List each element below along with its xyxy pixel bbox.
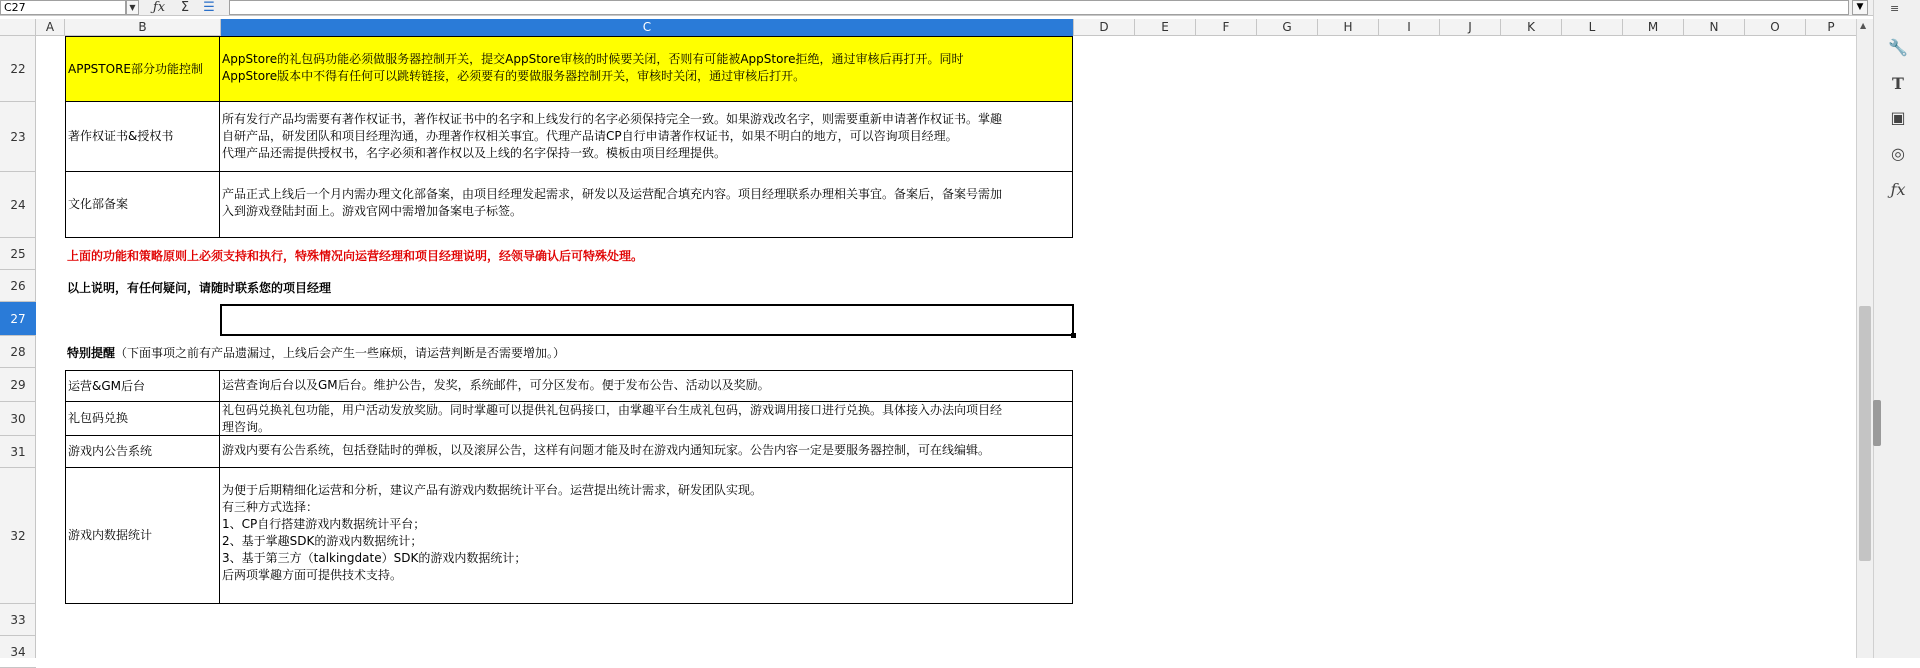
fill-handle[interactable] bbox=[1071, 333, 1076, 338]
row-header-27[interactable]: 27 bbox=[0, 302, 36, 336]
column-header-a[interactable]: A bbox=[36, 19, 65, 36]
row-header-26[interactable]: 26 bbox=[0, 270, 36, 302]
row-header-29[interactable]: 29 bbox=[0, 368, 36, 402]
name-box-dropdown-icon[interactable]: ▼ bbox=[126, 0, 139, 15]
column-header-b[interactable]: B bbox=[65, 19, 221, 36]
formula-icon[interactable]: ☰ bbox=[203, 0, 215, 15]
column-header-i[interactable]: I bbox=[1379, 19, 1440, 36]
spreadsheet-grid bbox=[36, 36, 1856, 658]
cell-b26-note[interactable]: 以上说明，有任何疑问，请随时联系您的项目经理 bbox=[67, 281, 332, 295]
navigator-icon[interactable]: ◎ bbox=[1891, 144, 1905, 163]
row-header-30[interactable]: 30 bbox=[0, 402, 36, 436]
row-header-bar bbox=[0, 36, 36, 658]
row-header-28[interactable]: 28 bbox=[0, 336, 36, 368]
vertical-scrollbar-thumb[interactable] bbox=[1859, 306, 1871, 561]
cell-b28-note[interactable] bbox=[67, 345, 1067, 363]
column-header-m[interactable]: M bbox=[1623, 19, 1684, 36]
row-header-31[interactable]: 31 bbox=[0, 436, 36, 468]
column-header-p[interactable]: P bbox=[1827, 20, 1835, 34]
special-reminder-text: （下面事项之前有产品遗漏过，上线后会产生一些麻烦，请运营判断是否需要增加。） bbox=[115, 346, 566, 360]
column-header-f[interactable]: F bbox=[1196, 19, 1257, 36]
column-header-d[interactable]: D bbox=[1074, 19, 1135, 36]
column-header-h[interactable]: H bbox=[1318, 19, 1379, 36]
cell-b29[interactable]: 运营&GM后台 bbox=[65, 370, 220, 402]
row-header-34[interactable]: 34 bbox=[0, 636, 36, 668]
column-header-o[interactable]: O bbox=[1745, 19, 1806, 36]
cell-b23[interactable]: 著作权证书&授权书 bbox=[65, 102, 220, 172]
cell-b22[interactable]: APPSTORE部分功能控制 bbox=[65, 36, 220, 102]
column-header-g[interactable]: G bbox=[1257, 19, 1318, 36]
cell-c24[interactable]: 产品正式上线后一个月内需办理文化部备案，由项目经理发起需求，研发以及运营配合填充内容。项目经理联系办理相关事宜。备案后，备案号需加 入到游戏登陆封面上。游戏官网中需增加备案电子标签。 bbox=[220, 172, 1073, 238]
functions-icon[interactable]: ƒx bbox=[1890, 180, 1906, 199]
select-all-corner[interactable] bbox=[0, 19, 36, 36]
vertical-scrollbar[interactable] bbox=[1856, 19, 1873, 658]
cell-c27-selected[interactable] bbox=[220, 304, 1074, 336]
column-header-c[interactable]: C bbox=[221, 19, 1074, 36]
row-header-32[interactable]: 32 bbox=[0, 468, 36, 604]
cell-c23[interactable]: 所有发行产品均需要有著作权证书，著作权证书中的名字和上线发行的名字必须保持完全一致。如果游戏改名字，则需要重新申请著作权证书。掌趣 自研产品，研发团队和项目经理沟通，办理著作权相关事宜。代理产品请CP自行申请著作权证书，如果不明白的地方，可以咨询项目经理。 代理产品还需提供授权书，名字必须和著作权以及上线的名字保持一致。模板由项目经理提供。 bbox=[220, 102, 1073, 172]
row-header-23[interactable]: 23 bbox=[0, 102, 36, 172]
properties-icon[interactable]: 🔧 bbox=[1888, 38, 1908, 57]
cell-b25-note[interactable]: 上面的功能和策略原则上必须支持和执行，特殊情况向运营经理和项目经理说明，经领导确认后可特殊处理。 bbox=[67, 249, 644, 263]
cell-c29[interactable]: 运营查询后台以及GM后台。维护公告，发奖，系统邮件，可分区发布。便于发布公告、活动以及奖励。 bbox=[220, 370, 1073, 402]
column-header-bar bbox=[0, 19, 1856, 36]
column-header-n[interactable]: N bbox=[1684, 19, 1745, 36]
cell-c30[interactable]: 礼包码兑换礼包功能，用户活动发放奖励。同时掌趣可以提供礼包码接口，由掌趣平台生成礼包码，游戏调用接口进行兑换。具体接入办法向项目经 理咨询。 bbox=[220, 402, 1073, 436]
styles-icon[interactable]: T bbox=[1892, 74, 1904, 93]
scroll-up-icon[interactable]: ▲ bbox=[1860, 21, 1867, 30]
column-header-k[interactable]: K bbox=[1501, 19, 1562, 36]
row-header-25[interactable]: 25 bbox=[0, 238, 36, 270]
sidebar-menu-icon[interactable]: ≡ bbox=[1890, 2, 1900, 15]
cell-b31[interactable]: 游戏内公告系统 bbox=[65, 436, 220, 468]
sidebar-collapse-handle[interactable] bbox=[1873, 400, 1881, 446]
formula-bar bbox=[0, 0, 1920, 16]
expand-formula-bar-icon[interactable]: ▼ bbox=[1852, 0, 1868, 15]
column-header-e[interactable]: E bbox=[1135, 19, 1196, 36]
sum-icon[interactable]: Σ bbox=[180, 0, 190, 15]
row-header-22[interactable]: 22 bbox=[0, 36, 36, 102]
column-header-l[interactable]: L bbox=[1562, 19, 1623, 36]
special-reminder-label: 特别提醒 bbox=[67, 346, 116, 360]
cell-b30[interactable]: 礼包码兑换 bbox=[65, 402, 220, 436]
cell-c31[interactable]: 游戏内要有公告系统，包括登陆时的弹板，以及滚屏公告，这样有问题才能及时在游戏内通知玩家。公告内容一定是要服务器控制，可在线编辑。 bbox=[220, 436, 1073, 468]
sidebar-deck bbox=[1873, 0, 1920, 658]
row-header-33[interactable]: 33 bbox=[0, 604, 36, 636]
row-header-24[interactable]: 24 bbox=[0, 172, 36, 238]
cell-c22[interactable]: AppStore的礼包码功能必须做服务器控制开关，提交AppStore审核的时候要关闭，否则有可能被AppStore拒绝，通过审核后再打开。同时 AppStore版本中不得有任何可以跳转链接，必须要有的要做服务器控制开关，审核时关闭，通过审核后打开。 bbox=[220, 36, 1073, 102]
gallery-icon[interactable]: ▣ bbox=[1890, 108, 1906, 127]
name-box[interactable]: C27 bbox=[0, 0, 126, 15]
function-wizard-icon[interactable]: ƒx bbox=[152, 0, 166, 15]
formula-input[interactable] bbox=[229, 0, 1849, 15]
column-header-j[interactable]: J bbox=[1440, 19, 1501, 36]
cell-b24[interactable]: 文化部备案 bbox=[65, 172, 220, 238]
cell-b32[interactable]: 游戏内数据统计 bbox=[65, 468, 220, 604]
cell-c32[interactable]: 为便于后期精细化运营和分析，建议产品有游戏内数据统计平台。运营提出统计需求，研发团队实现。 有三种方式选择： 1、CP自行搭建游戏内数据统计平台； 2、基于掌趣SDK的游戏内数据统计； 3、基于第三方（talkingdate）SDK的游戏内数据统计； 后两项掌趣方面可提供技术支持。 bbox=[220, 468, 1073, 604]
